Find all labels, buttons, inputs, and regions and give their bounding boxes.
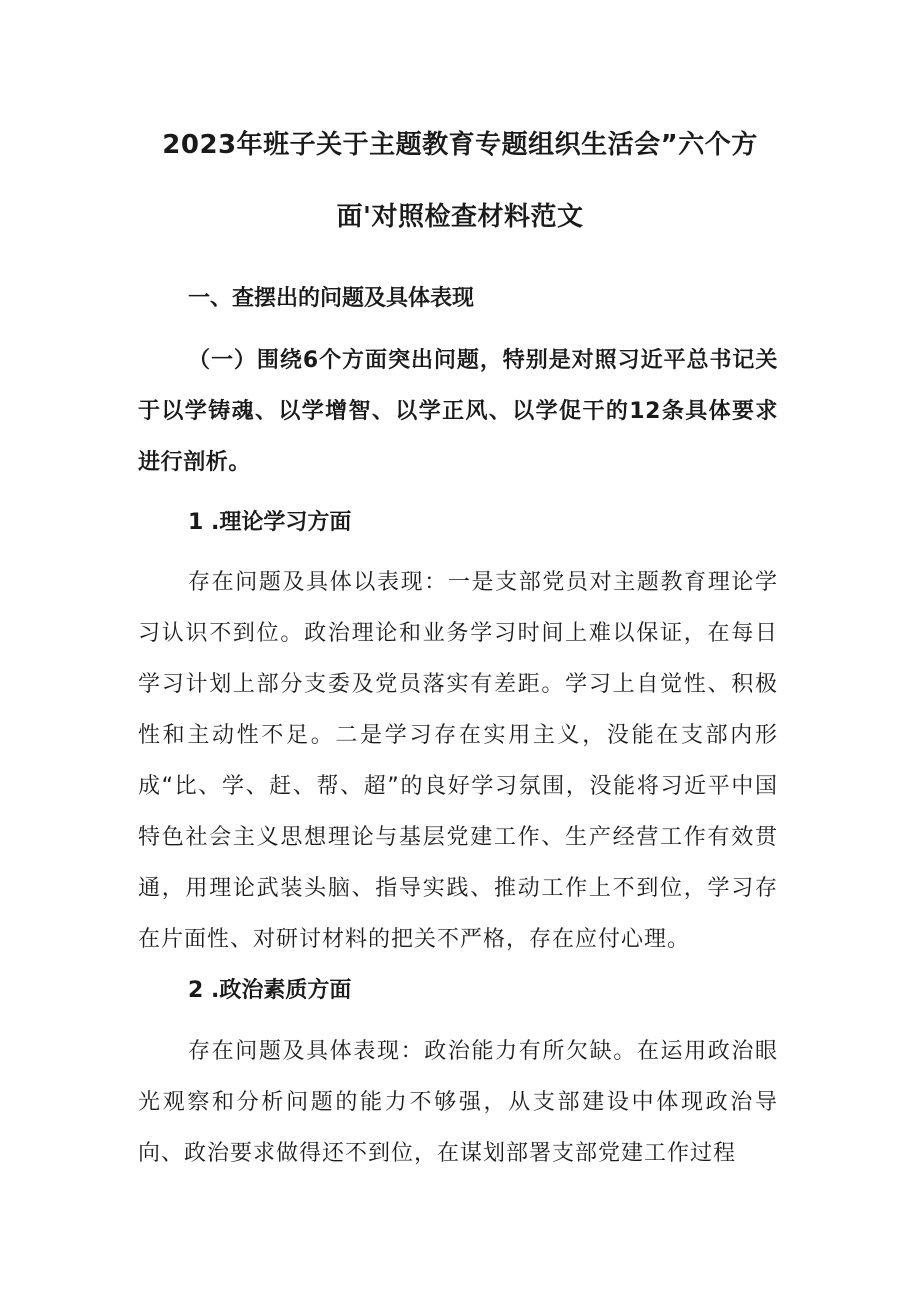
- section-heading-1: 一、查摆出的问题及具体表现: [188, 286, 475, 311]
- item-2-paragraph: 存在问题及具体表现：政治能力有所欠缺。在运用政治眼光观察和分析问题的能力不够强，从支部建设中体现政治导向、政治要求做得还不到位，在谋划部署支部党建工作过程: [138, 1039, 778, 1166]
- subsection-1-paragraph: （一）围绕6个方面突出问题，特别是对照习近平总书记关于以学铸魂、以学增智、以学正风、以学促干的12条具体要求进行剖析。: [138, 348, 778, 475]
- item-1-paragraph: 存在问题及具体以表现：一是支部党员对主题教育理论学习认识不到位。政治理论和业务学习时间上难以保证，在每日学习计划上部分支委及党员落实有差距。学习上自觉性、积极性和主动性不足。二是学习存在实用主义，没能在支部内形成“比、学、赶、帮、超”的良好学习氛围，没能将习近平中国特色社会主义思想理论与基层党建工作、生产经营工作有效贯通，用理论武装头脑、指导实践、推动工作上不到位，学习存在片面性、对研讨材料的把关不严格，存在应付心理。: [138, 570, 778, 952]
- item-1-heading: 1 .理论学习方面: [188, 510, 352, 535]
- document-title-line-2: 面'对照检查材料范文: [336, 202, 584, 232]
- item-2-heading: 2 .政治素质方面: [188, 978, 352, 1003]
- document-title-line-1: 2023年班子关于主题教育专题组织生活会”六个方: [162, 130, 758, 160]
